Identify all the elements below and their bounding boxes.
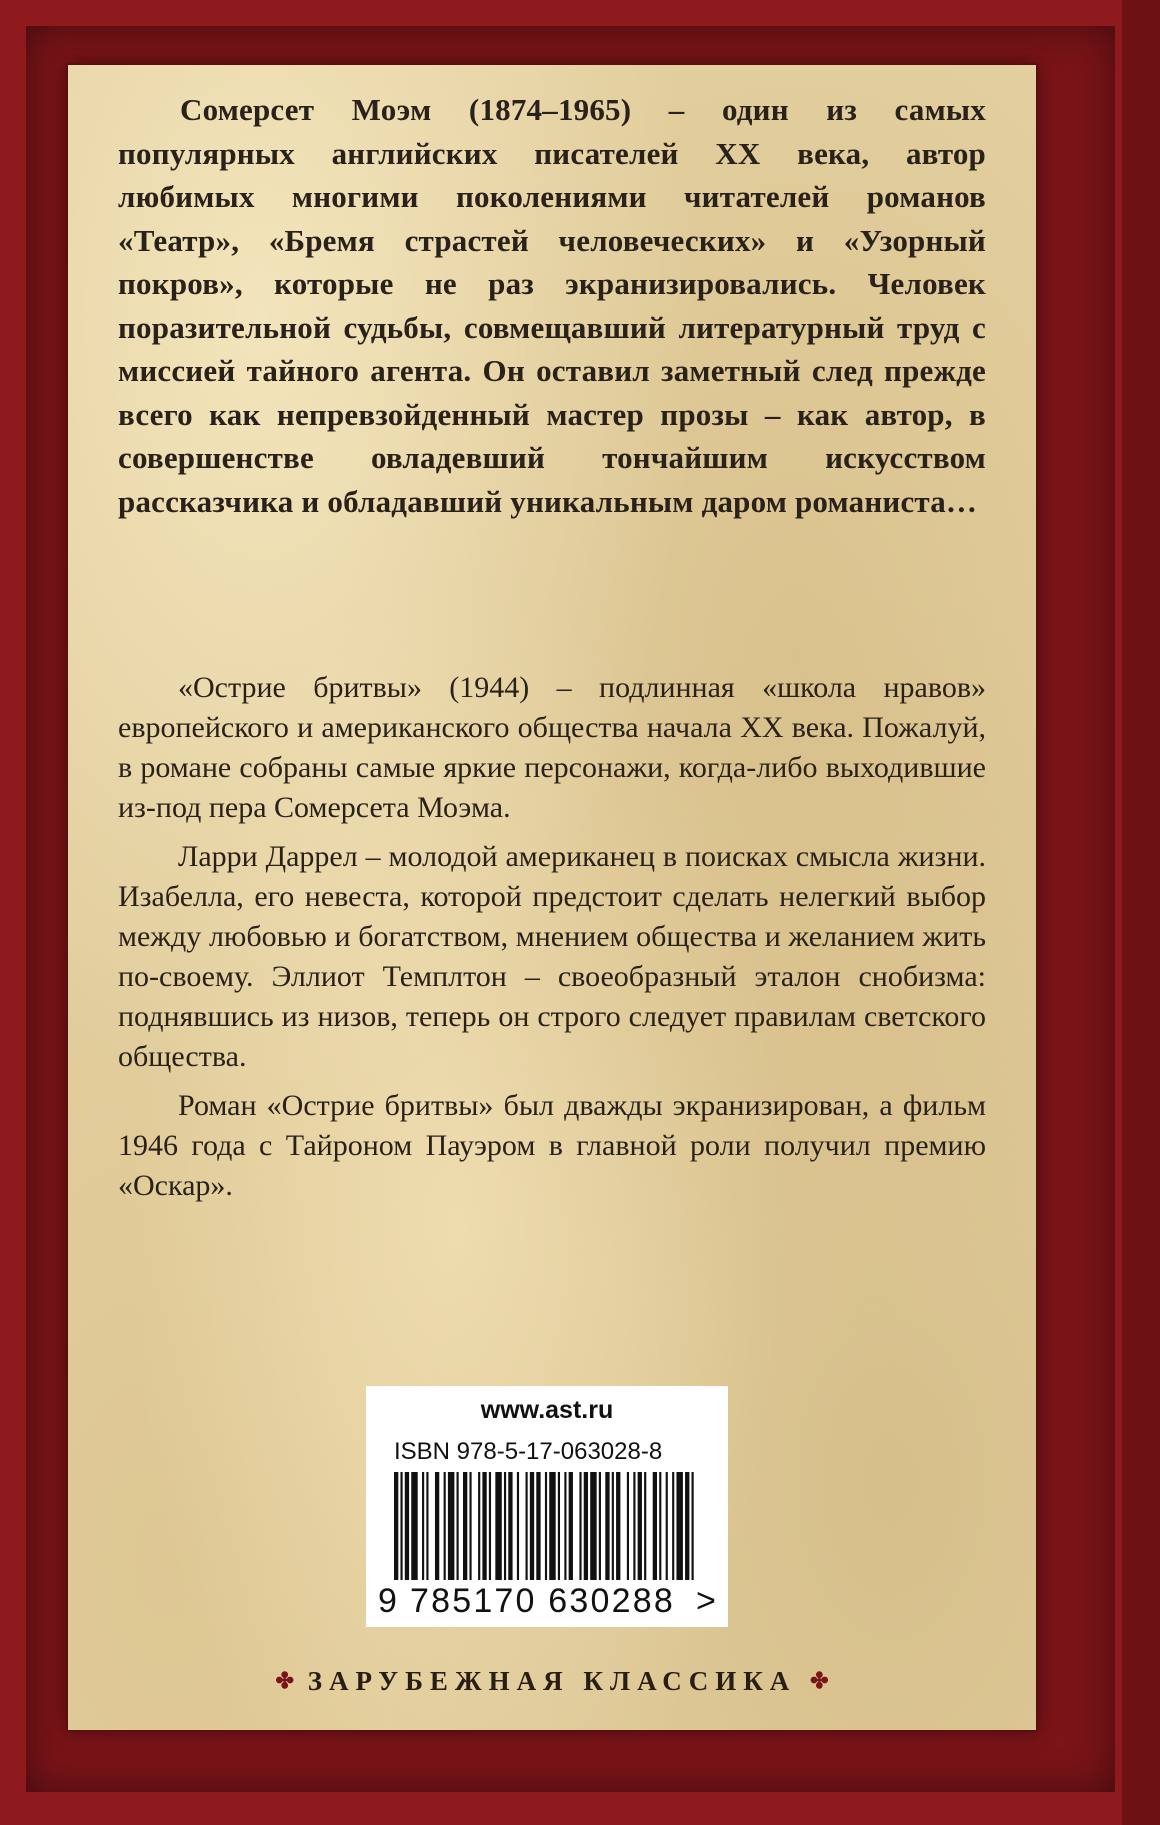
barcode-bar <box>584 1472 588 1580</box>
series-title: ЗАРУБЕЖНАЯ КЛАССИКА <box>307 1666 797 1696</box>
barcode-digit-first: 9 <box>378 1582 398 1620</box>
description-paragraph-3: Роман «Острие бритвы» был дважды экранизирован, а фильм 1946 года с Тайроном Пауэром в главной роли получил премию «Оскар». <box>118 1089 986 1202</box>
book-description <box>118 668 986 1215</box>
barcode-bar <box>633 1472 635 1580</box>
barcode-bar <box>644 1472 646 1580</box>
barcode-bar <box>482 1472 486 1580</box>
barcode-bar <box>666 1472 668 1580</box>
series-label <box>68 1666 1036 1697</box>
barcode-bar <box>545 1472 547 1580</box>
barcode-bar <box>536 1472 540 1580</box>
barcode-bar <box>599 1472 601 1580</box>
barcode-digit-groups: 785170 630288 <box>410 1582 675 1620</box>
barcode-bar <box>435 1472 439 1580</box>
barcode-bar <box>504 1472 506 1580</box>
barcode-bar <box>457 1472 459 1580</box>
barcode-bar <box>549 1472 555 1580</box>
barcode-bar <box>517 1472 519 1580</box>
barcode-bar <box>692 1472 694 1580</box>
barcode-bar <box>612 1472 614 1580</box>
barcode-block <box>366 1386 728 1627</box>
barcode-bar <box>590 1472 596 1580</box>
description-paragraph-2: Ларри Даррел – молодой американец в поисках смысла жизни. Изабелла, его невеста, которой предстоит сделать нелегкий выбор между любовью и богатством, мнением общества и желанием жить по-своему. Эллиот Темплтон – своеобразный эталон снобизма: поднявшись из низов, теперь он строго следует правилам светского общества. <box>118 840 986 1073</box>
barcode-bar <box>478 1472 480 1580</box>
barcode-bar <box>659 1472 661 1580</box>
barcode-bar <box>530 1472 534 1580</box>
barcode-bar <box>448 1472 454 1580</box>
barcode-bar <box>564 1472 566 1580</box>
ornament-left-icon: ✤ <box>275 1668 294 1693</box>
ornament-right-icon: ✤ <box>810 1668 829 1693</box>
barcode-bar <box>463 1472 467 1580</box>
barcode-bar <box>394 1472 398 1580</box>
barcode-bar <box>685 1472 689 1580</box>
barcode-bars <box>394 1472 698 1580</box>
barcode-bar <box>495 1472 501 1580</box>
barcode-bar <box>627 1472 629 1580</box>
barcode-bar <box>672 1472 674 1580</box>
barcode-arrow: > <box>696 1582 717 1620</box>
barcode-bar <box>400 1472 402 1580</box>
barcode-bar <box>426 1472 428 1580</box>
isbn-label: ISBN 978-5-17-063028-8 <box>394 1438 663 1465</box>
barcode-bar <box>489 1472 491 1580</box>
description-paragraph-1: «Острие бритвы» (1944) – подлинная «школа нравов» европейского и американского общества начала XX века. Пожалуй, в романе собраны самые яркие персонажи, когда-либо выходившие из-под пера Сомерсета Моэма. <box>118 671 986 824</box>
barcode-bar <box>605 1472 609 1580</box>
barcode-bar <box>422 1472 424 1580</box>
barcode-bar <box>508 1472 512 1580</box>
barcode-bar <box>558 1472 560 1580</box>
barcode-bar <box>579 1472 581 1580</box>
cover-spine-edge <box>1122 0 1160 1825</box>
barcode-bar <box>411 1472 417 1580</box>
barcode-bar <box>638 1472 642 1580</box>
barcode-bar <box>469 1472 471 1580</box>
barcode-bar <box>405 1472 409 1580</box>
publisher-website: www.ast.ru <box>480 1396 614 1424</box>
barcode-bar <box>676 1472 682 1580</box>
barcode-bar <box>526 1472 528 1580</box>
barcode-bar <box>569 1472 573 1580</box>
barcode-bar <box>444 1472 446 1580</box>
barcode-bar <box>653 1472 657 1580</box>
barcode-bar <box>616 1472 620 1580</box>
author-intro: Сомерсет Моэм (1874–1965) – один из самых популярных английских писателей XX века, автор любимых многими поколениями читателей романов «Театр», «Бремя страстей человеческих» и «Узорный покров», которые не раз экранизировались. Человек поразительной судьбы, совмещавший литературный труд с миссией тайного агента. Он оставил заметный след прежде всего как непревзойденный мастер прозы – как автор, в совершенстве овладевший тончайшим искусством рассказчика и обладавший уникальным даром романиста… <box>118 92 986 519</box>
